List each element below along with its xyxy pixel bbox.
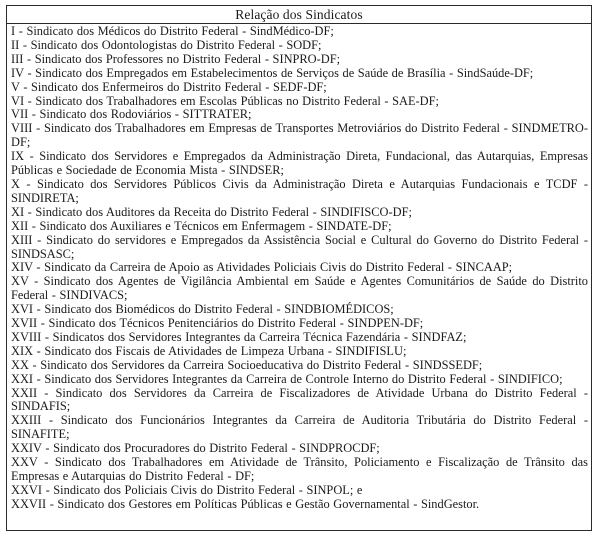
table-header: Relação dos Sindicatos — [7, 6, 591, 24]
list-item: III - Sindicato dos Professores no Distrito Federal - SINPRO-DF; — [11, 51, 341, 66]
list-item: XX - Sindicato dos Servidores da Carreira Socioeducativa do Distrito Federal - SINDSSEDF; — [11, 357, 483, 372]
list-item: XIV - Sindicato da Carreira de Apoio as Atividades Policiais Civis do Distrito Federal - SINCAAP; — [11, 260, 513, 275]
list-item: XVIII - Sindicatos dos Servidores Integrantes da Carreira Técnica Fazendária - SINDFAZ; — [11, 329, 467, 344]
list-item: VII - Sindicato dos Rodoviários - SITTRATER; — [11, 107, 252, 122]
list-item: XII - Sindicato dos Auxiliares e Técnicos em Enfermagem - SINDATE-DF; — [11, 218, 392, 233]
list-item: XIX - Sindicato dos Fiscais de Atividades de Limpeza Urbana - SINDIFISLU; — [11, 343, 407, 358]
list-item: XVI - Sindicato dos Biomédicos do Distrito Federal - SINDBIOMÉDICOS; — [11, 302, 394, 317]
list-item: VIII - Sindicato dos Trabalhadores em Empresas de Transportes Metroviários do Distrito Federal - SINDMETRO-DF; — [11, 121, 588, 150]
list-item: XXV - Sindicato dos Trabalhadores em Atividade de Trânsito, Policiamento e Fiscalização de Trânsito das Empresas e Autarquias do Distrito Federal - DF; — [11, 455, 588, 483]
list-item: XXII - Sindicato dos Servidores da Carreira de Fiscalizadores de Atividade Urbana do Distrito Federal - SINDAFIS; — [11, 385, 588, 414]
list-item: XXVII - Sindicato dos Gestores em Políticas Públicas e Gestão Governamental - SindGestor. — [11, 496, 480, 511]
list-item: V - Sindicato dos Enfermeiros do Distrito Federal - SEDF-DF; — [11, 79, 327, 94]
sindicatos-table — [6, 5, 592, 531]
list-item: XXIII - Sindicato dos Funcionários Integrantes da Carreira de Auditoria Tributária do Distrito Federal - SINAFITE; — [11, 413, 588, 442]
list-item: XXI - Sindicato dos Servidores Integrantes da Carreira de Controle Interno do Distrito Federal - SINDIFICO; — [11, 371, 563, 386]
list-item: IV - Sindicato dos Empregados em Estabelecimentos de Serviços de Saúde de Brasília - SindSaúde-DF; — [11, 65, 534, 80]
list-item: I - Sindicato dos Médicos do Distrito Federal - SindMédico-DF; — [11, 24, 334, 38]
list-item: XV - Sindicato dos Agentes de Vigilância Ambiental em Saúde e Agentes Comunitários de Saúde do Distrito Federal - SINDIVACS; — [11, 274, 588, 303]
list-item: XXVI - Sindicato dos Policiais Civis do Distrito Federal - SINPOL; e — [11, 482, 363, 497]
list-item: XVII - Sindicato dos Técnicos Penitenciários do Distrito Federal - SINDPEN-DF; — [11, 316, 424, 331]
list-item: VI - Sindicato dos Trabalhadores em Escolas Públicas no Distrito Federal - SAE-DF; — [11, 93, 439, 108]
list-item: XIII - Sindicato do servidores e Empregados da Assistência Social e Cultural do Governo do Distrito Federal - SINDSASC; — [11, 232, 588, 261]
list-item: X - Sindicato dos Servidores Públicos Civis da Administração Direta e Autarquias Fundacionais e TCDF - SINDIRETA; — [11, 176, 588, 205]
list-item: XXIV - Sindicato dos Procuradores do Distrito Federal - SINDPROCDF; — [11, 441, 380, 456]
list-item: II - Sindicato dos Odontologistas do Distrito Federal - SODF; — [11, 37, 322, 52]
list-item: IX - Sindicato dos Servidores e Empregados da Administração Direta, Fundacional, das Autarquias, Empresas Públicas e Sociedade de Economia Mista - SINDSER; — [11, 149, 588, 178]
list-item: XI - Sindicato dos Auditores da Receita do Distrito Federal - SINDIFISCO-DF; — [11, 204, 412, 219]
table-body — [7, 24, 591, 512]
